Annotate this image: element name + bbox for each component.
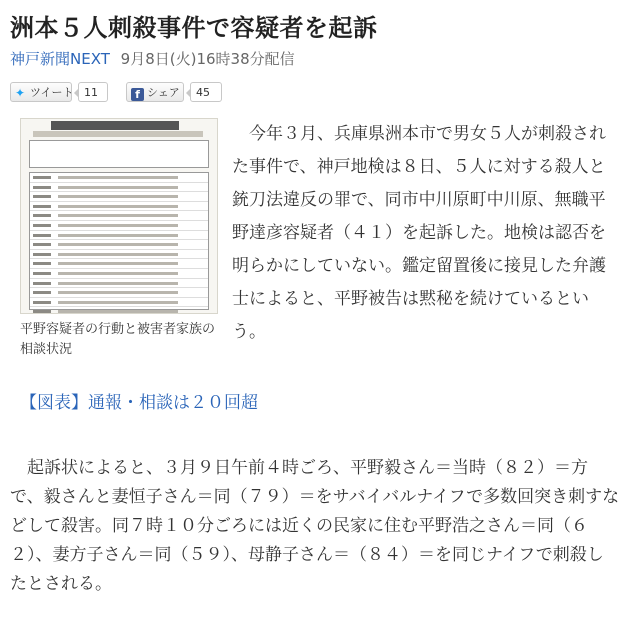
tweet-button[interactable] (10, 82, 72, 102)
facebook-icon: f (131, 88, 144, 101)
share-count: 45 (190, 82, 222, 102)
share-button[interactable] (126, 82, 184, 102)
article-figure (20, 118, 218, 360)
figure-caption: 平野容疑者の行動と被害者家族の相談状況 (20, 322, 216, 357)
publish-date: 9月8日(火)16時38分配信 (120, 50, 295, 68)
chart-thumbnail[interactable] (20, 118, 218, 314)
share-label: シェア (147, 86, 180, 99)
thumbnail-title-bar (51, 121, 179, 130)
article-title: 洲本５人刺殺事件で容疑者を起訴 (10, 14, 378, 42)
twitter-bird-icon: ✦ (15, 86, 26, 100)
tweet-count: 11 (78, 82, 108, 102)
body-paragraph (10, 454, 620, 599)
thumbnail-subtitle-bar (33, 131, 203, 137)
related-chart-link[interactable]: 【図表】通報・相談は２０回超 (20, 393, 258, 413)
source-link[interactable]: 神戸新聞NEXT (10, 50, 110, 68)
thumbnail-table (29, 172, 209, 310)
lead-text: 今年３月、兵庫県洲本市で男女５人が刺殺された事件で、神戸地検は８日、５人に対する殺人と銃刀法違反の罪で、同市中川原町中川原、無職平野達彦容疑者（４１）を起訴した。地検は認否を明らかにしていない。鑑定留置後に接見した弁護士によると、平野被告は黙秘を続けているという。 (232, 124, 606, 342)
article-meta (10, 48, 295, 69)
body-paragraph-text: 起訴状によると、３月９日午前４時ごろ、平野毅さん＝当時（８２）＝方で、毅さんと妻恒子さん＝同（７９）＝をサバイバルナイフで多数回突き刺すなどして殺害。同７時１０分ごろには近くの民家に住む平野浩之さん＝同（６２）、妻方子さん＝同（５９）、母静子さん＝（８４）＝を同じナイフで刺殺したとされる。 (10, 458, 620, 594)
lead-paragraph (232, 118, 612, 349)
thumbnail-header-box (29, 140, 209, 168)
tweet-label: ツイート (30, 86, 74, 99)
